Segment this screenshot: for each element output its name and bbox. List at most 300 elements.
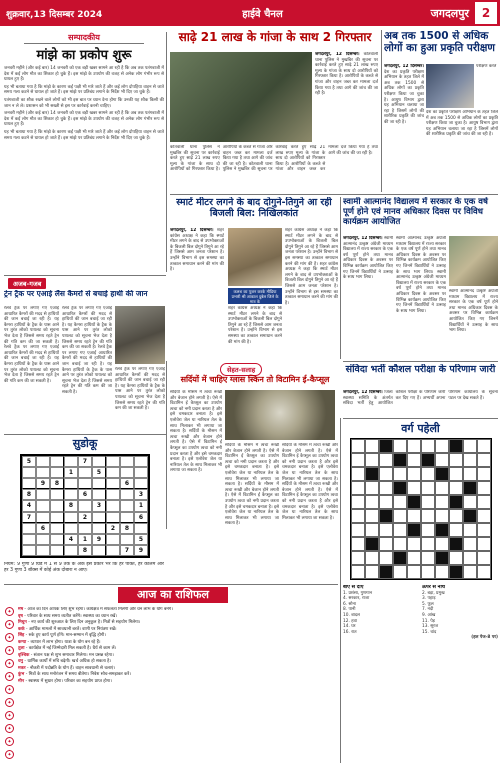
- zodiac-sign-icon: ✦: [5, 659, 14, 668]
- crossword-cell[interactable]: [365, 509, 379, 523]
- crossword-cell[interactable]: [351, 453, 365, 467]
- crossword-cell: [393, 453, 407, 467]
- down-clue: 7. नदी: [422, 607, 434, 613]
- sudoku-cell[interactable]: 1: [134, 500, 148, 511]
- zodiac-sign-icon: ✦: [5, 724, 14, 733]
- zodiac-sign-icon: ✦: [5, 633, 14, 642]
- crossword-cell[interactable]: [421, 509, 435, 523]
- sudoku-cell[interactable]: 6: [134, 512, 148, 523]
- horoscope-item: मीन - स्वास्थ्य में सुधार होगा। परिवार का सहयोग प्राप्त होगा।: [18, 678, 112, 684]
- crossword-cell[interactable]: [351, 509, 365, 523]
- horoscope-text: मित्रों के साथ मनोरंजन में समय बीतेगा। निवेश सोच-समझकर करें।: [28, 672, 131, 677]
- crossword-cell[interactable]: [435, 481, 449, 495]
- sudoku-rules: नियम: 9 गुणा 9 ग्रिड में 1 से 9 तक के अंक इस प्रकार भरें कि हर पंक्ति, हर कॉलम और हर 3 गुणा 3 बॉक्स में कोई अंक दोबारा न आए।: [4, 562, 164, 573]
- horoscope-item: वृष - परिवार के साथ समय व्यतीत करेंगे। स्वास्थ्य का ध्यान रखें।: [18, 613, 117, 619]
- crossword-cell[interactable]: [435, 537, 449, 551]
- crossword-cell[interactable]: [365, 481, 379, 495]
- horoscope-text: संतान पक्ष से शुभ समाचार मिलेगा। मन प्रसन्न रहेगा।: [33, 652, 114, 658]
- sudoku-cell[interactable]: [22, 467, 36, 478]
- sudoku-cell[interactable]: 5: [22, 456, 36, 467]
- crossword-cell[interactable]: [393, 523, 407, 537]
- zodiac-sign-icon: ✦: [5, 698, 14, 707]
- crossword-cell[interactable]: [463, 453, 477, 467]
- horoscope-text: परिवार के साथ समय व्यतीत करेंगे। स्वास्थ्य का ध्यान रखें।: [27, 613, 117, 619]
- sudoku-cell[interactable]: [120, 456, 134, 467]
- nature-body-right: [115, 367, 165, 432]
- sudoku-cell[interactable]: [92, 512, 106, 523]
- crossword-grid[interactable]: [350, 438, 492, 580]
- sudoku-cell[interactable]: 1: [64, 467, 78, 478]
- zodiac-sign-icon: ✦: [5, 711, 14, 720]
- crossword-cell[interactable]: [463, 439, 477, 453]
- story2-headline: अब तक 1500 से अधिक लोगों का हुआ प्रकृति परीक्षण: [384, 30, 496, 54]
- story3-caption: कलश का पूजन करके मीडिया प्रभारी श्री आकाश दुबेल जिले के मात्र के: [228, 288, 282, 304]
- crossword-answer-note: (हल पेज-8 पर): [471, 635, 498, 641]
- across-clue: 16. रात: [343, 629, 357, 635]
- health-body-3: [282, 443, 338, 530]
- sudoku-cell[interactable]: 4: [64, 534, 78, 545]
- crossword-cell[interactable]: [477, 509, 491, 523]
- crossword-cell[interactable]: [477, 551, 491, 565]
- crossword-cell[interactable]: [351, 439, 365, 453]
- sudoku-grid[interactable]: [20, 454, 150, 558]
- crossword-cell: [463, 481, 477, 495]
- sudoku-cell[interactable]: 1: [78, 534, 92, 545]
- crossword-cell[interactable]: [365, 439, 379, 453]
- crossword-cell[interactable]: [435, 453, 449, 467]
- crossword-cell[interactable]: [449, 523, 463, 537]
- sudoku-cell[interactable]: [50, 467, 64, 478]
- crossword-cell[interactable]: [379, 551, 393, 565]
- story3-body: शहर कांग्रेस अध्यक्ष ने कहा कि स्मार्ट मीटर लगने के बाद से उपभोक्ताओं के बिजली बिल दोगुने तिगुने आ रहे हैं जिससे आम जनता परेशान है। उन्होंने विभाग से इस समस्या का तत्काल समाधान करने की मांग की है।: [228, 306, 282, 345]
- sudoku-cell[interactable]: [120, 467, 134, 478]
- zodiac-sign-icon: ✦: [5, 620, 14, 629]
- sudoku-cell[interactable]: [134, 523, 148, 534]
- sudoku-cell[interactable]: [134, 478, 148, 489]
- sudoku-cell[interactable]: [36, 534, 50, 545]
- sudoku-cell[interactable]: 8: [22, 489, 36, 500]
- sudoku-cell[interactable]: [64, 456, 78, 467]
- story1-body: कोतवाली थाना पुलिस ने मुखबिर की सूचना पर कार्रवाई करते हुए साढ़े 21 लाख रुपए मूल्य के गांजा के साथ दो आरोपियों को गिरफ्तार किया है। आरोपियों के कब्जे से गांजा और वाहन जब्त कर मामला दर्ज किया गया है तथा आगे की जांच की जा रही है।: [222, 145, 378, 173]
- crossword-cell[interactable]: [379, 523, 393, 537]
- sudoku-cell[interactable]: [50, 500, 64, 511]
- across-clue: 10. बादल: [343, 612, 360, 618]
- crossword-cell[interactable]: [421, 551, 435, 565]
- crossword-cell[interactable]: [421, 523, 435, 537]
- crossword-title: वर्ग पहेली: [401, 422, 440, 435]
- crossword-cell[interactable]: [407, 453, 421, 467]
- sudoku-cell[interactable]: [120, 534, 134, 545]
- crossword-cell: [449, 565, 463, 579]
- story2-photo-side: [476, 64, 498, 114]
- editorial-label: सम्पादकीय: [68, 33, 100, 42]
- horoscope-sign: मिथुन: [18, 620, 27, 625]
- horoscope-item: धनु - धार्मिक कार्यों में रुचि बढ़ेगी। खर्च अधिक हो सकता है।: [18, 659, 112, 664]
- sudoku-cell[interactable]: [50, 523, 64, 534]
- story3-headline: स्मार्ट मीटर लगने के बाद दोगुने-तिगुने आ रही बिजली बिल: निखिलकांत: [176, 197, 332, 219]
- down-clue: 9. आंख: [422, 612, 436, 618]
- sudoku-cell[interactable]: 7: [78, 456, 92, 467]
- crossword-cell[interactable]: [477, 495, 491, 509]
- editorial-title: मांझे का प्रकोप शुरू: [36, 48, 132, 63]
- health-body-2: [225, 443, 279, 530]
- story3-body-mid: [228, 306, 282, 358]
- sudoku-cell[interactable]: 6: [78, 489, 92, 500]
- crossword-cell[interactable]: [407, 481, 421, 495]
- crossword-title-box: [343, 421, 498, 435]
- story2-headline-box: [384, 30, 497, 62]
- crossword-cell[interactable]: [463, 467, 477, 481]
- sudoku-cell[interactable]: 3: [92, 500, 106, 511]
- down-clue: 3. पहाड़: [422, 596, 436, 602]
- nature-headline-box: [4, 290, 166, 306]
- nature-body: रेलवे ट्रैक पर लगाए गए एआई आधारित कैमरों की मदद से हाथियों की जान बचाई जा रही है। यह कैमरा हाथियों के ट्रैक के पास आने पर तुरंत लोको पायलट को सूचना भेज देता है जिससे समय रहते ट्रेन की गति कम की जा सकती है।: [115, 367, 165, 412]
- story4-headline: स्वामी आत्मानंद विद्यालय में सरकार के एक वर्ष पूर्ण होने एवं मानव अधिकार दिवस पर विविध कार्यक्रम आयोजित: [343, 197, 488, 227]
- crossword-cell[interactable]: [393, 509, 407, 523]
- horoscope-text: आज का दिन आपके लिए शुभ रहेगा। कार्यक्षेत्र में सफलता मिलेगी और धन लाभ के योग बनेंगे।: [27, 607, 173, 612]
- story3-body: शहर कांग्रेस अध्यक्ष ने कहा कि स्मार्ट मीटर लगने के बाद से उपभोक्ताओं के बिजली बिल दोगुने तिगुने आ रहे हैं जिससे आम जनता परेशान है। उन्होंने विभाग से इस समस्या का तत्काल समाधान करने की मांग की है।: [285, 261, 338, 306]
- crossword-cell[interactable]: [393, 565, 407, 579]
- section-divider: [4, 584, 338, 585]
- crossword-cell[interactable]: [435, 565, 449, 579]
- sudoku-cell[interactable]: 9: [134, 545, 148, 556]
- story5-headline: संविदा भर्ती कौशल परीक्षा के परिणाम जारी: [345, 364, 496, 375]
- crossword-cell[interactable]: [421, 537, 435, 551]
- story4-body: स्वामी आत्मानंद उत्कृष्ट अंग्रेजी माध्यम विद्यालय में राज्य सरकार के एक वर्ष पूर्ण होने तथा मानव अधिकार दिवस के अवसर पर विभिन्न कार्यक्रम आयोजित किए गए जिनमें विद्यार्थियों ने उत्साह के साथ भाग लिया।: [396, 269, 446, 314]
- sudoku-cell[interactable]: [106, 512, 120, 523]
- crossword-cell[interactable]: [351, 537, 365, 551]
- crossword-cell[interactable]: [477, 481, 491, 495]
- sudoku-cell[interactable]: [50, 512, 64, 523]
- crossword-cell[interactable]: [379, 537, 393, 551]
- nature-body-mid: [62, 306, 112, 432]
- section-divider: [4, 434, 166, 435]
- sudoku-cell[interactable]: 8: [64, 500, 78, 511]
- crossword-cell[interactable]: [421, 439, 435, 453]
- horoscope-item: मकर - नौकरी में पदोन्नति के योग हैं। वाहन सावधानी से चलाएं।: [18, 665, 116, 671]
- crossword-cell[interactable]: [351, 495, 365, 509]
- horoscope-item: मेष - आज का दिन आपके लिए शुभ रहेगा। कार्यक्षेत्र में सफलता मिलेगी और धन लाभ के योग बनेंगे।: [18, 607, 173, 612]
- horoscope-list: [18, 607, 338, 765]
- crossword-down: [422, 585, 498, 763]
- story3-body: शहर कांग्रेस अध्यक्ष ने कहा कि स्मार्ट मीटर लगने के बाद से उपभोक्ताओं के बिजली बिल दोगुने तिगुने आ रहे हैं जिससे आम जनता परेशान है। उन्होंने विभाग से इस समस्या का तत्काल समाधान करने की मांग की है।: [170, 228, 224, 273]
- sudoku-cell[interactable]: [22, 523, 36, 534]
- story4-body-1: [343, 236, 393, 358]
- health-body: सर्दियों के मौसम में त्वचा रूखी और बेजान होने लगती है। ऐसे में विटामिन ई कैप्सूल का उपयोग त्वचा को नमी प्रदान करता है और इसे चमकदार बनाता है। इसे एलोवेरा जेल या नारियल तेल के साथ मिलाकर भी लगाया जा सकता है।: [225, 482, 279, 527]
- story1-body-columns: [170, 145, 378, 191]
- zodiac-sign-icon: ✦: [5, 672, 14, 681]
- crossword-cell[interactable]: [365, 523, 379, 537]
- crossword-cell[interactable]: [463, 523, 477, 537]
- crossword-cell[interactable]: [407, 467, 421, 481]
- crossword-cell: [435, 523, 449, 537]
- horoscope-item: कर्क - आर्थिक मामलों में सावधानी बरतें। वाणी पर नियंत्रण रखें।: [18, 626, 117, 632]
- sudoku-cell[interactable]: [106, 545, 120, 556]
- horoscope-text: नए कार्य की शुरुआत के लिए दिन अनुकूल है। मित्रों से सहयोग मिलेगा।: [31, 620, 141, 625]
- crossword-cell: [393, 551, 407, 565]
- nature-section-tag: अजब-गजब: [8, 278, 46, 289]
- sudoku-cell[interactable]: [92, 478, 106, 489]
- nature-body: रेलवे ट्रैक पर लगाए गए एआई आधारित कैमरों की मदद से हाथियों की जान बचाई जा रही है। यह कैमरा हाथियों के ट्रैक के पास आने पर तुरंत लोको पायलट को सूचना भेज देता है जिससे समय रहते ट्रेन की गति कम की जा सकती है।: [4, 345, 59, 384]
- horoscope-text: नौकरी में पदोन्नति के योग हैं। वाहन सावधानी से चलाएं।: [29, 665, 116, 671]
- crossword-cell[interactable]: [477, 453, 491, 467]
- sudoku-cell[interactable]: 8: [120, 523, 134, 534]
- crossword-cell[interactable]: [351, 551, 365, 565]
- sudoku-cell[interactable]: [106, 489, 120, 500]
- zodiac-sign-icon: ✦: [5, 685, 14, 694]
- crossword-cell[interactable]: [477, 565, 491, 579]
- horoscope-item: कुंभ - मित्रों के साथ मनोरंजन में समय बीतेगा। निवेश सोच-समझकर करें।: [18, 672, 131, 677]
- down-title: ऊपर से नीचे: [422, 585, 445, 590]
- sudoku-cell[interactable]: [106, 456, 120, 467]
- editorial-paragraph: जनवरी महीने (और कई बार) 14 जनवरी को एक बड़ी खबर सामने आ रही है कि अब तक पतंगबाजी में देश में कई लोग मौत का शिकार हो चुके हैं। इस मांझे के उपयोग की वजह से अनेक लोग गंभीर रूप से घायल हुए हैं।: [4, 111, 164, 128]
- zodiac-sign-icon: ✦: [5, 737, 14, 746]
- sudoku-cell[interactable]: 9: [36, 478, 50, 489]
- crossword-cell[interactable]: [365, 495, 379, 509]
- column-divider: [340, 197, 341, 359]
- sudoku-cell[interactable]: [64, 545, 78, 556]
- zodiac-sign-icon: ✦: [5, 646, 14, 655]
- story2-body: देश का प्रकृति परीक्षण अभियान के तहत जिले में अब तक 1500 से अधिक लोगों का प्रकृति परीक्षण किया जा चुका है। आयुष विभाग द्वारा यह अभियान चलाया जा रहा है जिसमें लोगों की शारीरिक प्रकृति की जांच की जा रही है।: [426, 110, 498, 138]
- horoscope-text: रुके हुए कार्य पूर्ण होंगे। मान-सम्मान में वृद्धि होगी।: [28, 633, 106, 638]
- horoscope-sign: तुला: [18, 646, 25, 651]
- horoscope-item: तुला - कार्यक्षेत्र में नई जिम्मेदारी मिल सकती है। धैर्य से काम लें।: [18, 646, 117, 651]
- sudoku-cell[interactable]: [64, 512, 78, 523]
- crossword-cell[interactable]: [351, 523, 365, 537]
- sudoku-cell[interactable]: [36, 545, 50, 556]
- page-header: [0, 0, 500, 26]
- crossword-cell[interactable]: [477, 439, 491, 453]
- sudoku-cell[interactable]: [22, 534, 36, 545]
- crossword-cell[interactable]: [435, 495, 449, 509]
- across-clue: 12. हवा: [343, 618, 357, 624]
- sudoku-cell[interactable]: [78, 478, 92, 489]
- sudoku-cell[interactable]: [22, 545, 36, 556]
- across-clue-list: [343, 591, 419, 636]
- crossword-cell[interactable]: [407, 537, 421, 551]
- crossword-cell[interactable]: [393, 537, 407, 551]
- column-divider: [166, 361, 167, 529]
- sudoku-cell[interactable]: 6: [36, 523, 50, 534]
- story3-photo: [228, 228, 282, 286]
- sudoku-cell[interactable]: 7: [120, 545, 134, 556]
- crossword-cell[interactable]: [421, 495, 435, 509]
- nature-body-left: [4, 306, 59, 432]
- sudoku-cell[interactable]: [78, 523, 92, 534]
- crossword-cell[interactable]: [407, 565, 421, 579]
- story2-body: देश का प्रकृति परीक्षण अभियान के तहत जिले में अब तक 1500 से अधिक लोगों का प्रकृति परीक्षण किया जा चुका है। आयुष विभाग द्वारा यह अभियान चलाया जा रहा है जिसमें लोगों की शारीरिक प्रकृति की जांच की जा रही है।: [384, 69, 424, 125]
- crossword-cell[interactable]: [463, 495, 477, 509]
- crossword-cell[interactable]: [435, 509, 449, 523]
- horoscope-text: धार्मिक कार्यों में रुचि बढ़ेगी। खर्च अधिक हो सकता है।: [27, 659, 112, 664]
- down-clue: 13. सूरज: [422, 624, 439, 630]
- sudoku-cell[interactable]: [134, 456, 148, 467]
- sudoku-cell[interactable]: [50, 489, 64, 500]
- crossword-cell[interactable]: [379, 453, 393, 467]
- story4-body: स्वामी आत्मानंद उत्कृष्ट अंग्रेजी माध्यम विद्यालय में राज्य सरकार के एक वर्ष पूर्ण होने तथा मानव अधिकार दिवस के अवसर पर विभिन्न कार्यक्रम आयोजित किए गए जिनमें विद्यार्थियों ने उत्साह के साथ भाग लिया।: [396, 236, 446, 275]
- crossword-cell[interactable]: [393, 439, 407, 453]
- sudoku-cell[interactable]: 5: [134, 534, 148, 545]
- crossword-cell[interactable]: [449, 551, 463, 565]
- crossword-cell[interactable]: [379, 495, 393, 509]
- crossword-cell[interactable]: [449, 453, 463, 467]
- sudoku-cell[interactable]: [78, 467, 92, 478]
- story4-body: स्वामी आत्मानंद उत्कृष्ट अंग्रेजी माध्यम विद्यालय में राज्य सरकार के एक वर्ष पूर्ण होने तथा मानव अधिकार दिवस के अवसर पर विभिन्न कार्यक्रम आयोजित किए गए जिनमें विद्यार्थियों ने उत्साह के साथ भाग लिया।: [343, 236, 393, 281]
- sudoku-cell[interactable]: [50, 534, 64, 545]
- sudoku-cell[interactable]: [36, 500, 50, 511]
- across-clue: 8. पानी: [343, 607, 356, 613]
- editorial-paragraph: जनवरी महीने (और कई बार) 14 जनवरी को एक बड़ी खबर सामने आ रही है कि अब तक पतंगबाजी में देश में कई लोग मौत का शिकार हो चुके हैं। इस मांझे के उपयोग की वजह से अनेक लोग गंभीर रूप से घायल हुए हैं।: [4, 66, 164, 83]
- crossword-cell[interactable]: [435, 439, 449, 453]
- sudoku-cell[interactable]: [50, 545, 64, 556]
- crossword-cell[interactable]: [463, 565, 477, 579]
- sudoku-cell[interactable]: 5: [92, 467, 106, 478]
- crossword-cell[interactable]: [379, 481, 393, 495]
- horoscope-item: सिंह - रुके हुए कार्य पूर्ण होंगे। मान-सम्मान में वृद्धि होगी।: [18, 633, 106, 638]
- sudoku-cell[interactable]: [120, 489, 134, 500]
- down-clue-list: [422, 591, 498, 636]
- editorial-body: [4, 66, 164, 141]
- sudoku-cell[interactable]: [106, 467, 120, 478]
- health-body: सर्दियों के मौसम में त्वचा रूखी और बेजान होने लगती है। ऐसे में विटामिन ई कैप्सूल का उपयोग त्वचा को नमी प्रदान करता है और इसे चमकदार बनाता है। इसे एलोवेरा जेल या नारियल तेल के साथ मिलाकर भी लगाया जा सकता है।: [170, 390, 222, 435]
- crossword-cell: [379, 509, 393, 523]
- crossword-cell[interactable]: [421, 481, 435, 495]
- crossword-cell[interactable]: [449, 481, 463, 495]
- story5-body-text: जिला स्वास्थ्य समिति के अंतर्गत संविदा भर्ती हेतु आयोजित कौशल परीक्षा के परिणाम जारी कर दिए गए हैं। अभ्यर्थी अपना परिणाम कार्यालय के सूचना पटल पर देख सकते हैं।: [343, 390, 498, 407]
- crossword-cell[interactable]: [477, 467, 491, 481]
- sudoku-cell[interactable]: [106, 478, 120, 489]
- sudoku-cell[interactable]: [120, 512, 134, 523]
- crossword-cell: [365, 467, 379, 481]
- horoscope-text: कार्यक्षेत्र में नई जिम्मेदारी मिल सकती है। धैर्य से काम लें।: [28, 646, 117, 651]
- crossword-cell[interactable]: [351, 467, 365, 481]
- crossword-cell[interactable]: [449, 509, 463, 523]
- crossword-across: [343, 585, 419, 763]
- across-clue: 4. सरकार, राजा: [343, 596, 370, 602]
- story3-headline-box: [170, 197, 338, 225]
- horoscope-sign: धनु: [18, 659, 24, 664]
- story1-body-right: [315, 52, 378, 142]
- story1-dateline: जगदलपुर, 12 दिसम्बर।: [315, 52, 360, 57]
- sudoku-cell[interactable]: [106, 500, 120, 511]
- crossword-cell[interactable]: [407, 509, 421, 523]
- crossword-cell[interactable]: [365, 565, 379, 579]
- sudoku-cell[interactable]: 2: [106, 523, 120, 534]
- sudoku-cell[interactable]: 7: [22, 512, 36, 523]
- crossword-cell[interactable]: [379, 467, 393, 481]
- sudoku-cell[interactable]: [92, 489, 106, 500]
- story2-photo: [426, 64, 474, 108]
- horoscope-sign: मेष: [18, 607, 24, 612]
- story2-dateline: जगदलपुर, 12 दिसम्बर।: [384, 64, 424, 69]
- sudoku-cell[interactable]: [64, 489, 78, 500]
- sudoku-cell[interactable]: [64, 523, 78, 534]
- horoscope-sign: मीन: [18, 678, 25, 684]
- down-clue: 11. पेड़: [422, 618, 435, 624]
- sudoku-cell[interactable]: [36, 456, 50, 467]
- sudoku-cell[interactable]: [64, 478, 78, 489]
- story3-dateline: जगदलपुर, 12 दिसम्बर।: [170, 228, 214, 233]
- sudoku-cell[interactable]: [134, 467, 148, 478]
- crossword-cell[interactable]: [477, 537, 491, 551]
- sudoku-cell[interactable]: 6: [120, 478, 134, 489]
- crossword-cell[interactable]: [393, 495, 407, 509]
- sudoku-cell[interactable]: 2: [78, 512, 92, 523]
- section-divider: [4, 275, 166, 276]
- divider: [24, 43, 144, 44]
- story4-dateline: जगदलपुर, 12 दिसम्बर।: [343, 236, 383, 241]
- sudoku-cell[interactable]: [36, 467, 50, 478]
- sudoku-cell[interactable]: [78, 500, 92, 511]
- sudoku-cell[interactable]: [22, 478, 36, 489]
- sudoku-cell[interactable]: 8: [50, 478, 64, 489]
- sudoku-cell[interactable]: [50, 456, 64, 467]
- crossword-cell[interactable]: [365, 453, 379, 467]
- story1-headline-box: [170, 30, 380, 50]
- horoscope-sign: वृष: [18, 613, 23, 619]
- crossword-cell[interactable]: [463, 551, 477, 565]
- crossword-cell[interactable]: [393, 467, 407, 481]
- story1-photo: [170, 52, 312, 142]
- sudoku-title: सुडोकू: [72, 437, 98, 450]
- horoscope-title: आज का राशिफल: [118, 587, 228, 603]
- nature-photo: [115, 306, 165, 364]
- crossword-cell[interactable]: [449, 467, 463, 481]
- crossword-cell[interactable]: [351, 481, 365, 495]
- sudoku-cell[interactable]: [92, 545, 106, 556]
- crossword-cell: [407, 523, 421, 537]
- sudoku-cell[interactable]: [120, 500, 134, 511]
- across-clue: 14. घर: [343, 624, 356, 630]
- horoscope-item: कन्या - व्यापार में लाभ होगा। यात्रा के योग बन रहे हैं।: [18, 639, 101, 645]
- sudoku-cell[interactable]: 8: [78, 545, 92, 556]
- story1-body: कोतवाली थाना पुलिस ने मुखबिर की सूचना पर कार्रवाई करते हुए साढ़े 21 लाख रुपए मूल्य के गांजा के साथ दो आरोपियों को गिरफ्तार किया है। आरोपियों के कब्जे से गांजा और वाहन जब्त कर मामला दर्ज किया गया है तथा आगे की जांच की जा रही है।: [315, 52, 378, 97]
- city-name: जगदलपुर: [430, 6, 469, 20]
- crossword-cell[interactable]: [421, 467, 435, 481]
- zodiac-sign-icon: ✦: [5, 750, 14, 759]
- crossword-cell: [407, 495, 421, 509]
- crossword-cell[interactable]: [477, 523, 491, 537]
- story4-body: स्वामी आत्मानंद उत्कृष्ट अंग्रेजी माध्यम विद्यालय में राज्य सरकार के एक वर्ष पूर्ण होने तथा मानव अधिकार दिवस के अवसर पर विभिन्न कार्यक्रम आयोजित किए गए जिनमें विद्यार्थियों ने उत्साह के साथ भाग लिया।: [449, 289, 498, 334]
- crossword-cell[interactable]: [365, 551, 379, 565]
- down-clue: 5. फूल: [422, 601, 434, 607]
- sudoku-cell[interactable]: [36, 489, 50, 500]
- health-section-tag: सेहत-सलाह: [220, 363, 262, 376]
- sudoku-cell[interactable]: 9: [92, 534, 106, 545]
- crossword-cell[interactable]: [421, 565, 435, 579]
- sudoku-cell[interactable]: [92, 523, 106, 534]
- sudoku-cell[interactable]: [92, 456, 106, 467]
- crossword-cell[interactable]: [351, 565, 365, 579]
- sudoku-cell[interactable]: [36, 512, 50, 523]
- section-divider: [343, 418, 498, 419]
- health-body-1: [170, 390, 222, 530]
- sudoku-cell[interactable]: 3: [134, 489, 148, 500]
- crossword-cell[interactable]: [407, 551, 421, 565]
- health-body: सर्दियों के मौसम में त्वचा रूखी और बेजान होने लगती है। ऐसे में विटामिन ई कैप्सूल का उपयोग त्वचा को नमी प्रदान करता है और इसे चमकदार बनाता है। इसे एलोवेरा जेल या नारियल तेल के साथ मिलाकर भी लगाया जा सकता है।: [225, 443, 279, 488]
- nature-body: रेलवे ट्रैक पर लगाए गए एआई आधारित कैमरों की मदद से हाथियों की जान बचाई जा रही है। यह कैमरा हाथियों के ट्रैक के पास आने पर तुरंत लोको पायलट को सूचना भेज देता है जिससे समय रहते ट्रेन की गति कम की जा सकती है।: [62, 306, 112, 351]
- horoscope-text: आर्थिक मामलों में सावधानी बरतें। वाणी पर नियंत्रण रखें।: [28, 626, 117, 632]
- crossword-cell[interactable]: [407, 439, 421, 453]
- sudoku-cell[interactable]: 4: [22, 500, 36, 511]
- story2-body-right: [426, 110, 498, 192]
- health-headline-box: [170, 374, 340, 388]
- sudoku-cell[interactable]: [106, 534, 120, 545]
- crossword-cell[interactable]: [463, 537, 477, 551]
- crossword-cell: [379, 439, 393, 453]
- editorial-paragraph: यह भी बताया गया है कि मांझे के कारण कई पक्षी भी मारे जाते हैं और कई लोग दोपहिया वाहन से जाते समय गला कटने से घायल हो जाते हैं। इस मांझे पर प्रतिबंध लगाने के निर्देश भी दिए जा चुके हैं।: [4, 84, 164, 96]
- horoscope-text: व्यापार में लाभ होगा। यात्रा के योग बन रहे हैं।: [30, 639, 101, 645]
